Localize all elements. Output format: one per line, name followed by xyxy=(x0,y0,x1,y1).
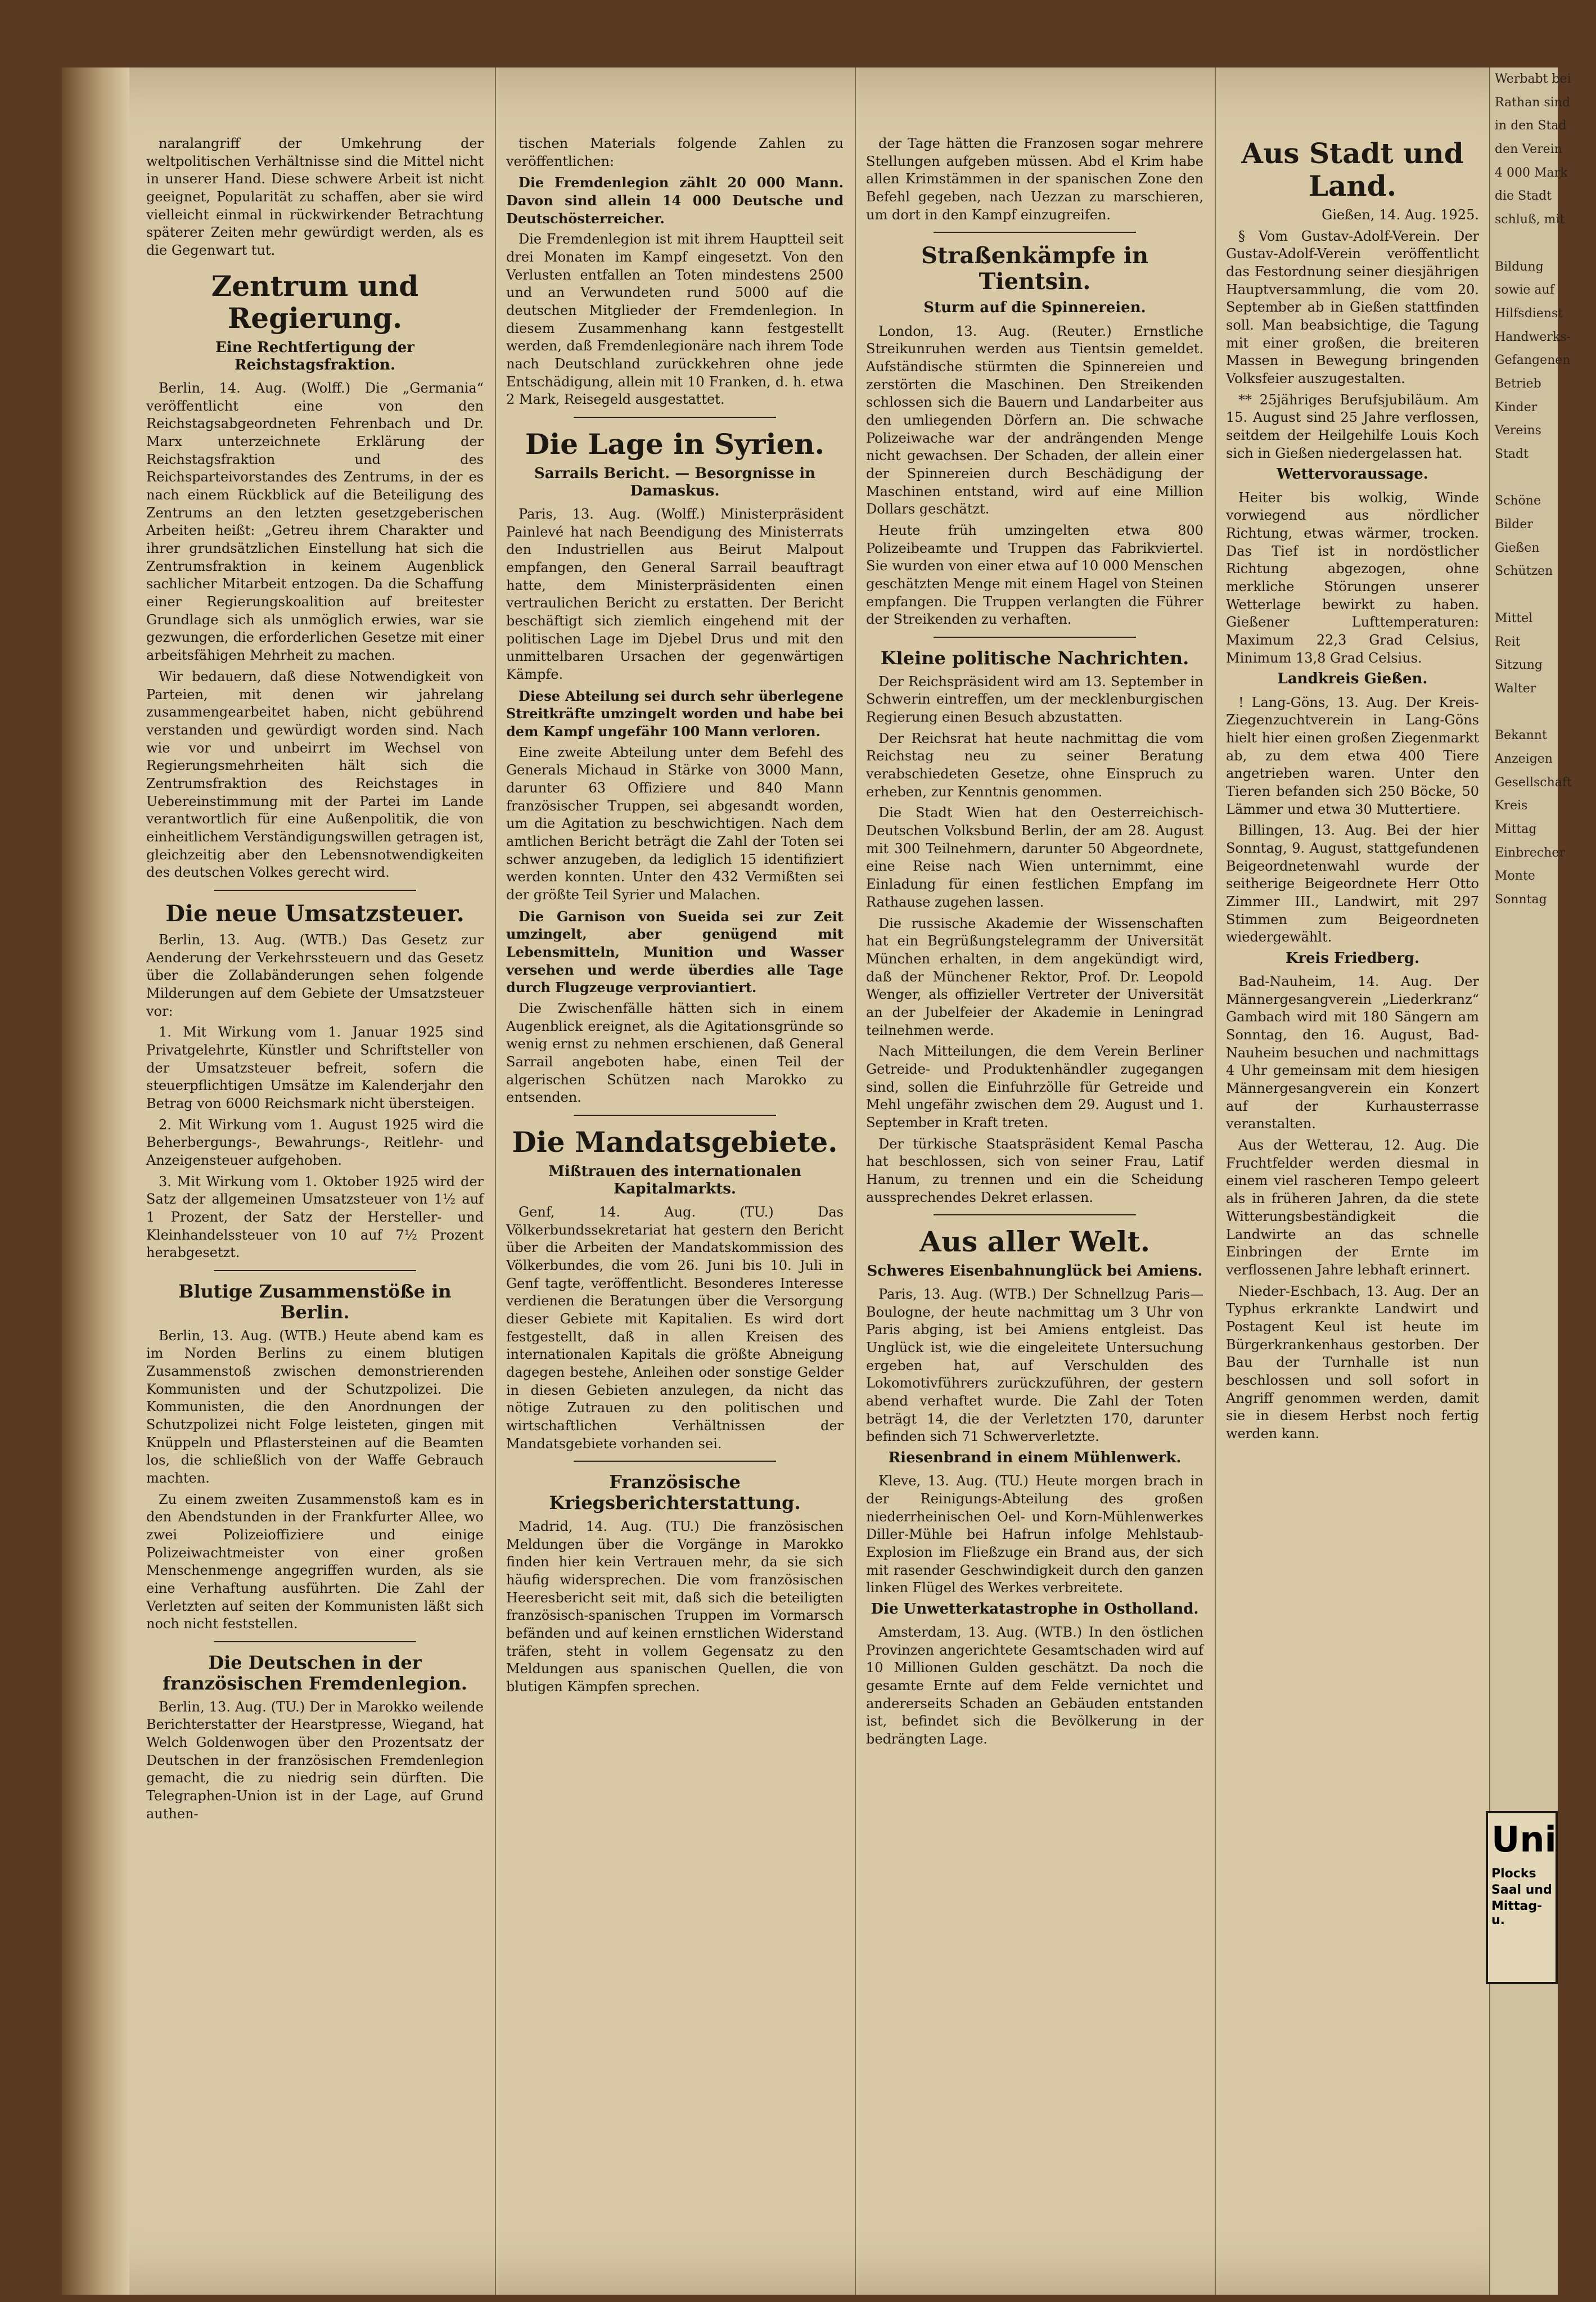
adjacent-page-line: Werbabt bei xyxy=(1495,72,1571,86)
subheadline-zentrum: Eine Rechtfertigung der Reichstagsfraktion. xyxy=(215,339,415,373)
subheadline-landkreis: Landkreis Gießen. xyxy=(1277,670,1428,688)
adjacent-page-line: Stadt xyxy=(1495,447,1529,461)
newspaper-page xyxy=(62,67,1572,2295)
article-text: Berlin, 14. Aug. (Wolff.) Die „Germania“ veröffentlicht eine von den Reichstagsabgeordneten Fehrenbach und Dr. Marx unterzeichnete Erklärung der Reichstagsfraktion und des Reichsparteivorstandes des Zentrums, in der es nach einem Rückblick auf die Beteiligung des Zentrums an den letzten gesetzgeberischen Arbeiten heißt: „Getreu ihrem Charakter und ihrer grundsätzlichen Einstellung hat sich die Zentrumsfraktion in keinem Augenblick sachlicher Mitarbeit entzogen. Da die Schaffung einer Regierungskoalition auf breitester Grundlage sich als unmöglich erwies, war sie gezwungen, die erforderlichen Gesetze mit einer arbeitsfähigen Mehrheit zu machen. xyxy=(146,380,484,664)
divider xyxy=(934,1214,1136,1215)
article-text: Heiter bis wolkig, Winde vorwiegend aus nördlicher Richtung, etwas wärmer, trocken. Das Tief ist in nordöstlicher Richtung abgezogen, ohne merkliche Störungen unserer Wetterlage bewirkt zu haben. Gießener Lufttemperaturen: Maximum 22,3 Grad Celsius, Minimum 13,8 Grad Celsius. xyxy=(1226,489,1479,666)
adjacent-page-line: Gießen xyxy=(1495,540,1540,555)
article-text: § Vom Gustav-Adolf-Verein. Der Gustav-Adolf-Verein veröffentlicht das Festordnung seiner diesjährigen Hauptversammlung, die vom 20. September ab in Gießen stattfinden soll. Man beabsichtige, die Tagung mit einer großen, die breiteren Massen in Bewegung bringenden Volksfeier auszugestalten. xyxy=(1226,228,1479,387)
column-rule xyxy=(1215,67,1216,2295)
article-text: 1. Mit Wirkung vom 1. Januar 1925 sind Privatgelehrte, Künstler und Schriftsteller von der Umsatzsteuer befreit, sofern die steuerpflichtigen Umsätze im Kalenderjahr den Betrag von 6000 Reichsmark nicht übersteigen. xyxy=(146,1024,484,1111)
dateline: Gießen, 14. Aug. 1925. xyxy=(1322,207,1479,223)
article-text: Die Fremdenlegion ist mit ihrem Hauptteil seit drei Monaten im Kampf eingesetzt. Von den Verlusten entfallen an Toten mindestens 2500 und an Verwundeten rund 5000 auf die deutschen Mitglieder der Fremdenlegion. In diesem Zusammenhang kann festgestellt werden, daß Fremdenlegionäre nach ihrem Tode nach Deutschland zurückkehren ohne jede Entschädigung, allein mit 10 Franken, d. h. etwa 2 Mark, Reisegeld ausgestattet. xyxy=(506,231,844,408)
adjacent-page-line: Bilder xyxy=(1495,517,1533,532)
article-text: Kleve, 13. Aug. (TU.) Heute morgen brach in der Reinigungs-Abteilung des großen niederrheinischen Oel- und Korn-Mühlenwerkes Diller-Mühle bei Hafrun infolge Mehlstaub-Explosion im Fließzuge ein Brand aus, der sich mit rasender Geschwindigkeit durch den ganzen linken Flügel des Werkes verbreitete. xyxy=(866,1473,1203,1596)
adjacent-page-line: Einbrecher xyxy=(1495,845,1565,860)
headline-fremdenlegion: Die Deutschen in der französischen Fremdenlegion. xyxy=(163,1652,467,1694)
divider xyxy=(934,637,1136,638)
adjacent-page-line: sowie auf xyxy=(1495,283,1554,298)
adjacent-page-line: Handwerks- xyxy=(1495,330,1571,344)
ad-line: Saal und xyxy=(1491,1883,1552,1897)
advertisement-box xyxy=(1486,1811,1558,1984)
subheadline-friedberg: Kreis Friedberg. xyxy=(1285,949,1420,967)
adjacent-page-line: Kreis xyxy=(1495,799,1528,813)
divider xyxy=(214,1641,416,1642)
adjacent-page-line: Reit xyxy=(1495,634,1521,649)
adjacent-page-line: Sitzung xyxy=(1495,658,1543,673)
adjacent-page-line: Hilfsdienst xyxy=(1495,306,1563,321)
headline-zentrum: Zentrum und Regierung. xyxy=(211,269,419,335)
subheadline-unwetter: Die Unwetterkatastrophe in Ostholland. xyxy=(871,1600,1199,1618)
headline-stadt-und-land: Aus Stadt und Land. xyxy=(1241,137,1464,202)
article-text: Der türkische Staatspräsident Kemal Pascha hat beschlossen, sich von seiner Frau, Latif Hanum, zu trennen und ein die Scheidung aussprechendes Dekret erlassen. xyxy=(866,1136,1203,1205)
headline-aus-aller-welt: Aus aller Welt. xyxy=(919,1225,1151,1259)
article-text: Nieder-Eschbach, 13. Aug. Der an Typhus erkrankte Landwirt und Postagent Keul ist heute im Bürgerkrankenhaus gestorben. Der Bau der Turnhalle ist nun beschlossen und soll sofort in Angriff genommen werden, damit sie in diesem Herbst noch fertig werden kann. xyxy=(1226,1283,1479,1441)
column-1 xyxy=(146,135,484,1826)
adjacent-page-line: Schützen xyxy=(1495,564,1553,579)
article-text: Heute früh umzingelten etwa 800 Polizeibeamte und Truppen das Fabrikviertel. Sie wurden von einer etwa auf 10 000 Menschen geschätzten Menge mit einem Hagel von Steinen empfangen. Die Truppen verlangten die Führer der Streikenden zu verhaften. xyxy=(866,522,1203,628)
column-rule xyxy=(855,67,856,2295)
article-text: tischen Materials folgende Zahlen zu veröffentlichen: xyxy=(506,136,844,169)
adjacent-page-line xyxy=(1490,232,1558,255)
subheadline-syrien: Sarrails Bericht. — Besorgnisse in Damaskus. xyxy=(534,465,816,499)
article-text: Der Reichsrat hat heute nachmittag die vom Reichstag neu zu seiner Beratung verabschiedeten Gesetze, ohne Einspruch zu erheben, zur Kenntnis genommen. xyxy=(866,730,1203,800)
article-text: Die Fremdenlegion zählt 20 000 Mann. Davon sind allein 14 000 Deutsche und Deutschösterreicher. xyxy=(506,174,844,227)
adjacent-page-line: Mittel xyxy=(1495,611,1533,625)
article-text: Zu einem zweiten Zusammenstoß kam es in den Abendstunden in der Frankfurter Allee, wo zwei Polizeioffiziere und einige Polizeiwachtmeister von einer großen Menschenmenge angegriffen wurden, als sie eine Verhaftung ausführten. Die Zahl der Verletzten auf seiten der Kommunisten läßt sich noch nicht feststellen. xyxy=(146,1491,484,1632)
adjacent-page-line xyxy=(1490,701,1558,724)
ad-line: Plocks xyxy=(1491,1867,1536,1881)
adjacent-page-line: die Stadt xyxy=(1495,189,1552,204)
column-rule xyxy=(495,67,496,2295)
article-text: Berlin, 13. Aug. (TU.) Der in Marokko weilende Berichterstatter der Hearstpresse, Wiegand, hat Welch Goldenwogen über den Prozentsatz der Deutschen in der französischen Fremdenlegion gemacht, die zu niedrig sein dürften. Die Telegraphen-Union ist in der Lage, auf Grund authen- xyxy=(146,1699,484,1822)
article-text: Paris, 13. Aug. (Wolff.) Ministerpräsident Painlevé hat nach Beendigung des Ministerrats den Industriellen aus Beirut Malpout empfangen, den General Sarrail beauftragt hatte, dem Ministerpräsidenten einen vertraulichen Bericht zu erstatten. Der Bericht beschäftigt sich ziemlich eingehend mit der politischen Lage im Djebel Drus und mit den unmittelbaren Ursachen der gegenwärtigen Kämpfe. xyxy=(506,506,844,682)
article-text: Diese Abteilung sei durch sehr überlegene Streitkräfte umzingelt worden und habe bei dem Kampf ungefähr 100 Mann verloren. xyxy=(506,687,844,740)
headline-umsatzsteuer: Die neue Umsatzsteuer. xyxy=(165,900,465,927)
column-3 xyxy=(866,135,1203,1752)
article-text: Bad-Nauheim, 14. Aug. Der Männergesangverein „Liederkranz“ Gambach wird mit 180 Sängern am Sonntag, den 16. August, Bad-Nauheim besuchen und nachmittags 4 Uhr gemeinsam mit dem hiesigen Männergesangverein ein Konzert auf der Kurhausterrasse veranstalten. xyxy=(1226,974,1479,1132)
page-binding-shadow xyxy=(62,67,129,2295)
divider xyxy=(214,1270,416,1271)
headline-tientsin: Straßenkämpfe in Tientsin. xyxy=(921,242,1149,295)
article-text: Die Stadt Wien hat den Oesterreichisch-Deutschen Volksbund Berlin, der am 28. August mit 300 Teilnehmern, darunter 50 Abgeordnete, eine Reise nach Wien unternimmt, eine Einladung für einen festlichen Empfang im Rathause zugehen lassen. xyxy=(866,805,1203,910)
article-text: naralangriff der Umkehrung der weltpolitischen Verhältnisse sind die Mittel nicht in unserer Hand. Diese schwere Arbeit ist nicht geeignet, Popularität zu schaffen, aber sie wird vielleicht einmal in rückwirkender Betrachtung späterer Zeiten mehr gewürdigt werden, als es die Gegenwart tut. xyxy=(146,136,484,259)
article-text: ! Lang-Göns, 13. Aug. Der Kreis-Ziegenzuchtverein in Lang-Göns hielt hier einen großen Ziegenmarkt ab, zu dem etwa 400 Tiere angetrieben waren. Unter den Tieren befanden sich 250 Böcke, 50 Lämmer und etwa 30 Muttertiere. xyxy=(1226,694,1479,817)
divider xyxy=(574,417,776,418)
adjacent-page-line: in den Stad xyxy=(1495,119,1567,133)
ad-heading: Uni xyxy=(1491,1819,1557,1860)
article-text: Der Reichspräsident wird am 13. September in Schwerin eintreffen, um der mecklenburgischen Regierung einen Besuch abzustatten. xyxy=(866,673,1203,726)
adjacent-page-line: Sonntag xyxy=(1495,893,1547,907)
adjacent-page-text xyxy=(1490,67,1572,912)
article-text: Wir bedauern, daß diese Notwendigkeit von Parteien, mit denen wir jahrelang zusammengearbeitet haben, nicht gebührend verstanden und gewürdigt worden sind. Nach wie vor und unbeirrt im Wechsel von Regierungsmehrheiten hält sich die Zentrumsfraktion des Reichstages in Uebereinstimmung mit der Partei im Lande verantwortlich für eine Außenpolitik, die von einheitlichem Verständigungswillen getragen ist, gleichzeitig aber den Lebensnotwendigkeiten des deutschen Volkes gerecht wird. xyxy=(146,668,484,881)
article-text: 3. Mit Wirkung vom 1. Oktober 1925 wird der Satz der allgemeinen Umsatzsteuer von 1½ auf 1 Prozent, der Satz der Hersteller- und Kleinhandelssteuer von 10 auf 7½ Prozent herabgesetzt. xyxy=(146,1173,484,1261)
divider xyxy=(214,890,416,891)
column-2 xyxy=(506,135,844,1700)
divider xyxy=(934,232,1136,233)
article-text: Paris, 13. Aug. (WTB.) Der Schnellzug Paris—Boulogne, der heute nachmittag um 3 Uhr von Paris abging, ist bei Amiens entgleist. Das Unglück ist, wie die eingeleitete Untersuchung ergeben hat, auf Verschulden des Lokomotivführers zurückzuführen, der gestern abend verhaftet wurde. Die Zahl der Toten beträgt 14, die der Verletzten 170, darunter befinden sich 71 Schwerverletzte. xyxy=(866,1286,1203,1445)
article-text: Nach Mitteilungen, die dem Verein Berliner Getreide- und Produktenhändler zugegangen sind, sollen die Einfuhrzölle für Getreide und Mehl ungefähr zwischen dem 29. August und 1. September in Kraft treten. xyxy=(866,1043,1203,1130)
article-text: Die Zwischenfälle hätten sich in einem Augenblick ereignet, als die Agitationsgründe so wenig ernst zu nehmen erschienen, daß General Sarrail angeboten habe, einen Teil der algerischen Schützen nach Marokko zu entsenden. xyxy=(506,1001,844,1106)
adjacent-page-line: Mittag xyxy=(1495,822,1537,836)
subheadline-muehlenwerk: Riesenbrand in einem Mühlenwerk. xyxy=(888,1449,1182,1466)
article-text: ** 25jähriges Berufsjubiläum. Am 15. August sind 25 Jahre verflossen, seitdem der Heilgehilfe Louis Koch sich in Gießen niedergelassen hat. xyxy=(1226,391,1479,461)
adjacent-page-line: Walter xyxy=(1495,681,1536,696)
subheadline-eisenbahnunglueck: Schweres Eisenbahnunglück bei Amiens. xyxy=(867,1262,1203,1280)
headline-mandatsgebiete: Die Mandatsgebiete. xyxy=(512,1125,838,1159)
adjacent-page-line: Vereins xyxy=(1495,424,1541,438)
adjacent-page-line: 4 000 Mark xyxy=(1495,165,1568,180)
adjacent-page-line: Kinder xyxy=(1495,400,1538,415)
subheadline-tientsin: Sturm auf die Spinnereien. xyxy=(923,299,1146,317)
article-text: Berlin, 13. Aug. (WTB.) Das Gesetz zur Aenderung der Verkehrssteuern und das Gesetz über die Zollabänderungen sehen folgende Milderungen auf dem Gebiete der Umsatzsteuer vor: xyxy=(146,931,484,1019)
headline-syrien: Die Lage in Syrien. xyxy=(525,427,825,461)
article-text: 2. Mit Wirkung vom 1. August 1925 wird die Beherbergungs-, Bewahrungs-, Reitlehr- und Anzeigensteuer aufgehoben. xyxy=(146,1116,484,1168)
headline-blutige-zusammenstoesse: Blutige Zusammenstöße in Berlin. xyxy=(178,1280,452,1323)
article-text: Berlin, 13. Aug. (WTB.) Heute abend kam es im Norden Berlins zu einem blutigen Zusammenstoß zwischen demonstrierenden Kommunisten und der Schutzpolizei. Die Kommunisten, die den Anordnungen der Schutzpolizei nicht Folge leisteten, gingen mit Knüppeln und Pflastersteinen auf die Beamten los, die schließlich von der Waffe Gebrauch machten. xyxy=(146,1327,484,1486)
article-text: London, 13. Aug. (Reuter.) Ernstliche Streikunruhen werden aus Tientsin gemeldet. Aufständische stürmten die Spinnereien und zerstörten die Maschinen. Den Streikenden schlossen sich die Bauern und Landarbeiter aus den umliegenden Dörfern an. Die schwache Polizeiwache war der andrängenden Menge nicht gewachsen. Der Schaden, der allein einer der Spinnereien durch Beschädigung der Maschinen entstand, wird auf eine Million Dollars geschätzt. xyxy=(866,323,1203,517)
article-text: Die russische Akademie der Wissenschaften hat ein Begrüßungstelegramm der Universität München erhalten, in dem angekündigt wird, daß der Münchener Rektor, Prof. Dr. Leopold Wenger, als offizieller Vertreter der Universität an der Jubelfeier der Akademie in Leningrad teilnehmen werde. xyxy=(866,915,1203,1038)
adjacent-page-line: schluß, mit xyxy=(1495,213,1565,227)
article-text: Billingen, 13. Aug. Bei der hier Sonntag, 9. August, stattgefundenen Beigeordnetenwahl wurde der seitherige Beigeordnete Herr Otto Zimmer III., Landwirt, mit 297 Stimmen zum Beigeordneten wiedergewählt. xyxy=(1226,822,1479,945)
adjacent-page-line: Gesellschaft xyxy=(1495,775,1572,790)
adjacent-page-line xyxy=(1490,583,1558,607)
subheadline-wetter: Wettervoraussage. xyxy=(1277,466,1428,483)
article-text: Amsterdam, 13. Aug. (WTB.) In den östlichen Provinzen angerichtete Gesamtschaden wird auf 10 Millionen Gulden geschätzt. Da noch die gesamte Ernte auf dem Felde vernichtet und andererseits Schaden an Gebäuden entstanden ist, befindet sich die Bevölkerung in der bedrängten Lage. xyxy=(866,1624,1203,1747)
article-text: Genf, 14. Aug. (TU.) Das Völkerbundssekretariat hat gestern den Bericht über die Arbeiten der Mandatskommission des Völkerbundes, die vom 26. Juni bis 10. Juli in Genf tagte, veröffentlicht. Besonderes Interesse verdienen die Beratungen über die Versorgung dieser Gebiete mit Kapitalien. Es wird dort festgestellt, daß in allen Kreisen des internationalen Kapitals die größte Abneigung dagegen bestehe, Anleihen oder sonstige Gelder in diesen Gebieten anzulegen, da nicht das nötige Zutrauen zu den politischen und wirtschaftlichen Verhältnissen der Mandatsgebiete vorhanden sei. xyxy=(506,1204,844,1452)
ad-line: Mittag-u. xyxy=(1491,1899,1543,1927)
article-text: Die Garnison von Sueida sei zur Zeit umzingelt, aber genügend mit Lebensmitteln, Munition und Wasser versehen und werde überdies alle Tage durch Flugzeuge verproviantiert. xyxy=(506,908,844,996)
adjacent-page-line: Anzeigen xyxy=(1495,751,1553,766)
article-text: Aus der Wetterau, 12. Aug. Die Fruchtfelder werden diesmal in einem viel rascheren Tempo geleert als in früheren Jahren, da die stete Witterungsbeständigkeit die Landwirte an das schnelle Einbringen der Ernte im verflossenen Jahre lebhaft erinnert. xyxy=(1226,1137,1479,1278)
article-text: Madrid, 14. Aug. (TU.) Die französischen Meldungen über die Vorgänge in Marokko finden hier kein Vertrauen mehr, da sie sich häufig widersprechen. Die vom französischen Heeresbericht seit mit, daß sich die beteiligten französisch-spanischen Truppen im Vormarsch befänden und auf keinen ernstlichen Widerstand träfen, steht in vollem Gegensatz zu den Meldungen aus spanischen Quellen, die von blutigen Kämpfen sprechen. xyxy=(506,1519,844,1695)
adjacent-page-line: Bekannt xyxy=(1495,728,1547,743)
adjacent-page-line: den Verein xyxy=(1495,142,1562,157)
divider xyxy=(574,1461,776,1462)
adjacent-page-line: Rathan sind xyxy=(1495,95,1571,110)
divider xyxy=(574,1115,776,1116)
headline-kriegsberichterstattung: Französische Kriegsberichterstattung. xyxy=(549,1471,801,1514)
adjacent-page-line xyxy=(1490,466,1558,490)
adjacent-page-line: Monte xyxy=(1495,869,1535,884)
column-4 xyxy=(1226,135,1479,1447)
adjacent-page-line: Gefangenen xyxy=(1495,353,1571,368)
adjacent-page-line: Bildung xyxy=(1495,259,1544,274)
article-text: Eine zweite Abteilung unter dem Befehl des Generals Michaud in Stärke von 3000 Mann, darunter 63 Offiziere und 840 Mann französischer Truppen, sei abgesandt worden, um die Agitation zu beschwichtigen. Nach dem amtlichen Bericht beträgt die Zahl der Toten sei schwer anzugeben, da lediglich 15 identifiziert werden konnten. Unter den 432 Vermißten sei der größte Teil Syrier und Malachen. xyxy=(506,744,844,903)
adjacent-page-line: Betrieb xyxy=(1495,376,1541,391)
adjacent-page-line: Schöne xyxy=(1495,494,1541,508)
subheadline-mandatsgebiete: Mißtrauen des internationalen Kapitalmarkts. xyxy=(548,1163,801,1197)
headline-kleine-nachrichten: Kleine politische Nachrichten. xyxy=(880,647,1189,669)
article-text: der Tage hätten die Franzosen sogar mehrere Stellungen aufgeben müssen. Abd el Krim habe allen Krimstämmen in der spanischen Zone den Befehl gegeben, nach Uezzan zu marschieren, um dort in den Kampf einzugreifen. xyxy=(866,136,1203,223)
